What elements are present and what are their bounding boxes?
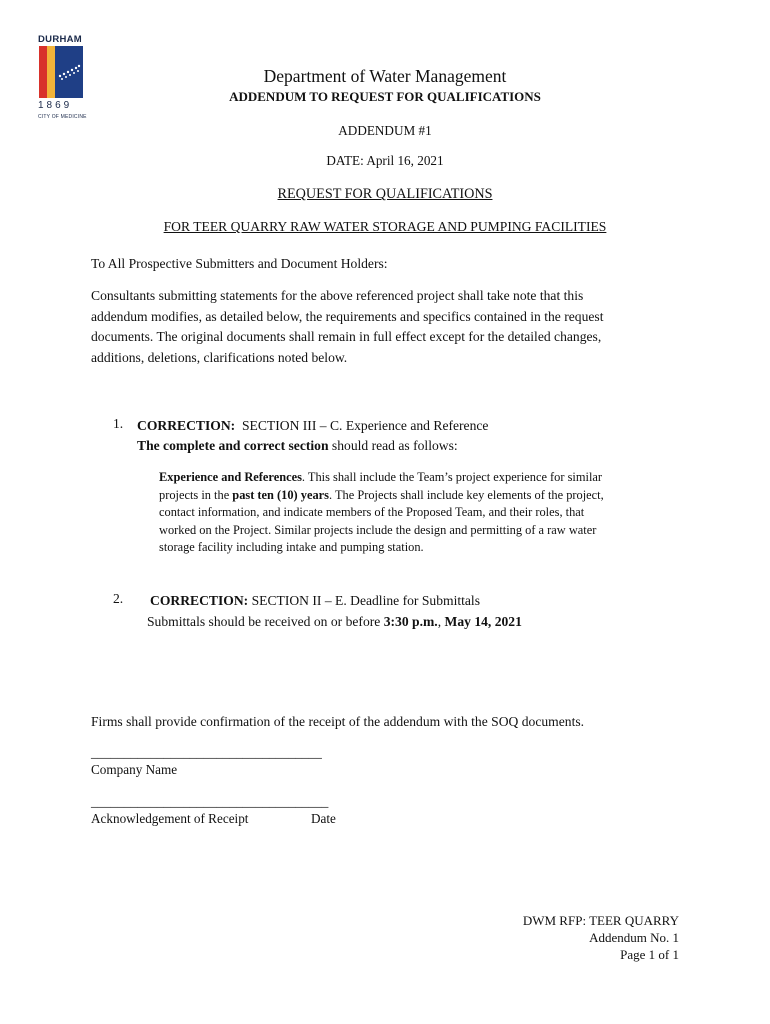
item-1-label: CORRECTION: xyxy=(137,418,236,433)
detail-text: . The Projects shall include key elements of the project, xyxy=(329,487,604,502)
footer-rfp: DWM RFP: TEER QUARRY xyxy=(522,913,679,928)
detail-heading: Experience and References xyxy=(159,470,302,484)
detail-line: worked on the Project. Similar projects include the design and permitting of a raw water xyxy=(159,522,597,537)
company-name-label: Company Name xyxy=(91,762,178,777)
addendum-number: ADDENDUM #1 xyxy=(338,123,432,138)
addendum-heading: ADDENDUM TO REQUEST FOR QUALIFICATIONS xyxy=(229,89,541,104)
detail-line xyxy=(159,469,699,487)
footer-page: Page 1 of 1 xyxy=(620,947,679,962)
addendum-date: DATE: April 16, 2021 xyxy=(326,153,444,168)
logo-subtitle: CITY OF MEDICINE xyxy=(38,114,87,120)
item-2-sub-sep: , xyxy=(437,614,445,629)
item-2-heading xyxy=(150,591,710,611)
detail-text: . This shall include the Team’s project experience for similar xyxy=(301,470,603,484)
item-1-detail xyxy=(159,469,699,557)
detail-line: contact information, and indicate members of the Proposed Team, and their roles, that xyxy=(159,505,585,519)
acknowledgement-signature-line: ____________________________________ xyxy=(91,794,329,809)
salutation: To All Prospective Submitters and Document Holders: xyxy=(91,256,388,271)
department-title: Department of Water Management xyxy=(263,66,507,86)
logo-wordmark: DURHAM xyxy=(38,34,83,45)
intro-paragraph xyxy=(91,286,691,368)
logo-year: 1869 xyxy=(38,100,73,111)
item-1-section: SECTION III – C. Experience and Reference xyxy=(235,418,489,433)
detail-emphasis: past ten (10) years xyxy=(232,487,329,502)
footer-addendum: Addendum No. 1 xyxy=(589,930,679,945)
rfq-project-title: FOR TEER QUARRY RAW WATER STORAGE AND PUMPING FACILITIES xyxy=(163,219,607,234)
item-2-number: 2. xyxy=(113,591,124,606)
item-1-sub-bold: The complete and correct section xyxy=(137,438,329,453)
item-2-section: SECTION II – E. Deadline for Submittals xyxy=(248,593,480,608)
company-signature-line: ___________________________________ xyxy=(91,745,322,760)
rfq-label: REQUEST FOR QUALIFICATIONS xyxy=(277,186,493,202)
intro-line: addendum modifies, as detailed below, the requirements and specifics contained in the request xyxy=(91,308,604,324)
intro-line: documents. The original documents shall remain in full effect except for the detailed changes, xyxy=(91,329,602,344)
deadline-date: May 14, 2021 xyxy=(444,614,522,629)
acknowledgement-label: Acknowledgement of Receipt xyxy=(91,811,249,826)
intro-line: additions, deletions, clarifications noted below. xyxy=(91,349,348,365)
item-1-subline xyxy=(137,436,697,456)
detail-text: projects in the xyxy=(159,487,233,502)
item-1-heading xyxy=(137,416,697,436)
item-1-number: 1. xyxy=(113,416,124,431)
item-1-sub-rest: should read as follows: xyxy=(328,438,458,453)
item-1 xyxy=(137,416,697,456)
intro-line: Consultants submitting statements for the above referenced project shall take note that this xyxy=(91,288,584,303)
detail-line xyxy=(159,487,699,505)
deadline-time: 3:30 p.m. xyxy=(383,614,438,629)
item-2-sub-text: Submittals should be received on or before xyxy=(147,614,384,629)
footer xyxy=(523,912,679,963)
date-label: Date xyxy=(311,811,336,826)
item-2-subline xyxy=(147,612,707,632)
closing-statement: Firms shall provide confirmation of the receipt of the addendum with the SOQ documents. xyxy=(91,714,585,729)
item-2-label: CORRECTION: xyxy=(150,593,249,608)
detail-line: storage facility including intake and pumping station. xyxy=(159,540,424,554)
